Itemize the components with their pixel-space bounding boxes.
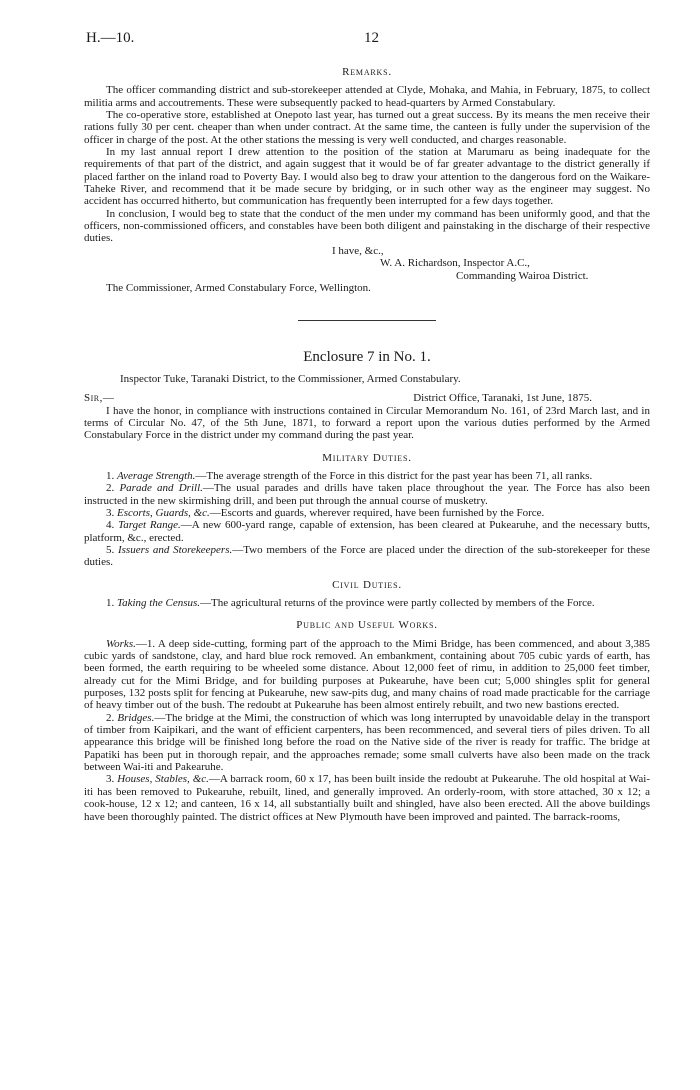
salutation: Sir,— bbox=[84, 391, 115, 404]
military-item: 3. Escorts, Guards, &c.—Escorts and guards, wherever required, have been furnished by the Force. bbox=[106, 506, 545, 519]
running-head bbox=[86, 30, 650, 50]
military-item: 1. Average Strength.—The average strength of the Force in this district for the past year has been 71, all ranks. bbox=[106, 469, 593, 482]
enclosure-intro: I have the honor, in compliance with instructions contained in Circular Memorandum No. 161, of 23rd March last, and in terms of Circular No. 47, of the 5th June, 1871, to forward a report upon the various duties performed by the Armed Constabulary Force in the district under my command during the past year. bbox=[84, 404, 650, 442]
signature-name: W. A. Richardson, Inspector A.C., bbox=[380, 257, 530, 270]
military-item: 5. Issuers and Storekeepers.—Two members of the Force are placed under the direction of the sub-storekeeper for these duties. bbox=[84, 543, 650, 569]
page-number: 12 bbox=[364, 30, 379, 46]
remarks-paragraph: The co-operative store, established at Onepoto last year, has turned out a great success. By its means the men receive their rations fully 30 per cent. cheaper than when under contract. At the same time, the canteen is fully under the supervision of the officer in charge of the post. At the other stations the messing is very well conducted, and charges reasonable. bbox=[84, 109, 650, 146]
public-works-heading: Public and Useful Works. bbox=[296, 619, 438, 632]
enclosure-title: Enclosure 7 in No. 1. bbox=[303, 349, 431, 366]
enclosure-subtitle: Inspector Tuke, Taranaki District, to the Commissioner, Armed Constabulary. bbox=[120, 373, 461, 386]
military-item: 2. Parade and Drill.—The usual parades and drills have taken place throughout the year. The Force has also been instructed in the new skirmishing drill, and been put through the annual course of musketry. bbox=[84, 482, 650, 507]
signature-title: Commanding Wairoa District. bbox=[456, 269, 589, 282]
dateline: District Office, Taranaki, 1st June, 1875. bbox=[413, 391, 592, 404]
works-item: 3. Houses, Stables, &c.—A barrack room, 60 x 17, has been built inside the redoubt at Pukearuhe. The old hospital at Wai-iti has been removed to Pukearuhe, rebuilt, lined, and generally improved. An orderly-room, with store attached, 30 x 12; a cook-house, 12 x 12; and canteen, 16 x 14, all substantially built and shingled, have also been erected. All the above buildings have been thoroughly painted. The district offices at New Plymouth have been improved and painted. The barrack-rooms, bbox=[84, 773, 650, 823]
civil-item: 1. Taking the Census.—The agricultural returns of the province were partly collected by members of the Force. bbox=[106, 597, 595, 609]
remarks-paragraph: In conclusion, I would beg to state that the conduct of the men under my command has been uniformly good, and that the officers, non-commissioned officers, and constables have been both diligent and painstaking in the discharge of their respective duties. bbox=[84, 207, 650, 245]
remarks-paragraph: In my last annual report I drew attention to the position of the station at Marumaru as being inadequate for the requirements of that part of the district, and again suggest that it would be of far greater advantage to the district generally if placed farther on the inland road to Poverty Bay. I would also beg to draw your attention to the dangerous ford on the Waikare-Taheke River, and recommend that it be made secure by bridging, or in such other way as the engineer may suggest. No accident has occurred hitherto, but communication has frequently been interrupted for a few days together. bbox=[84, 146, 650, 208]
works-item: 2. Bridges.—The bridge at the Mimi, the construction of which was long interrupted by unavoidable delay in the transport of timber from Kaipikari, and the want of efficient carpenters, has been recommenced, and several tiers of piles driven. To all appearance this bridge will be finished long before the road on the Native side of the river is ready for traffic. The bridge at Papatiki has been put in thorough repair, and the approaches remade; some small culverts have also been made on the track between Wai-iti and Pakearuhe. bbox=[84, 711, 650, 774]
remarks-heading: Remarks. bbox=[342, 66, 392, 78]
page-body bbox=[84, 66, 650, 823]
report-reference: H.—10. bbox=[86, 30, 135, 46]
works-item: Works.—1. A deep side-cutting, forming part of the approach to the Mimi Bridge, has been commenced, and about 3,385 cubic yards of sandstone, clay, and hard blue rock removed. An embankment, containing about 705 cubic yards of earth, has been formed, the earth requiring to be wheeled some distance. About 12,000 feet of rimu, in addition to 25,000 feet timber, already cut for the Mimi Bridge, and for building purposes at Pukearuhe, have been cut; 5,000 shingles split for general purposes, 132 posts split for fencing at Pukearuhe, new saw-pits dug, and many chains of road made practicable for the carriage of heavy timber out of the bush. The redoubt at Pukearuhe has been almost entirely rebuilt, and two new bastions erected. bbox=[84, 637, 650, 712]
remarks-paragraph: The officer commanding district and sub-storekeeper attended at Clyde, Mohaka, and Mahia, in February, 1875, to collect militia arms and accoutrements. These were subsequently packed to head-quarters by Armed Constabulary. bbox=[84, 84, 650, 109]
addressee: The Commissioner, Armed Constabulary Force, Wellington. bbox=[106, 281, 371, 294]
military-item: 4. Target Range.—A new 600-yard range, capable of extension, has been cleared at Pukearuhe, and the necessary butts, platform, &c., erected. bbox=[84, 519, 650, 544]
salutation-row bbox=[84, 392, 650, 405]
military-duties-heading: Military Duties. bbox=[322, 451, 412, 464]
closing-line: I have, &c., bbox=[332, 244, 384, 257]
civil-duties-heading: Civil Duties. bbox=[332, 578, 402, 591]
